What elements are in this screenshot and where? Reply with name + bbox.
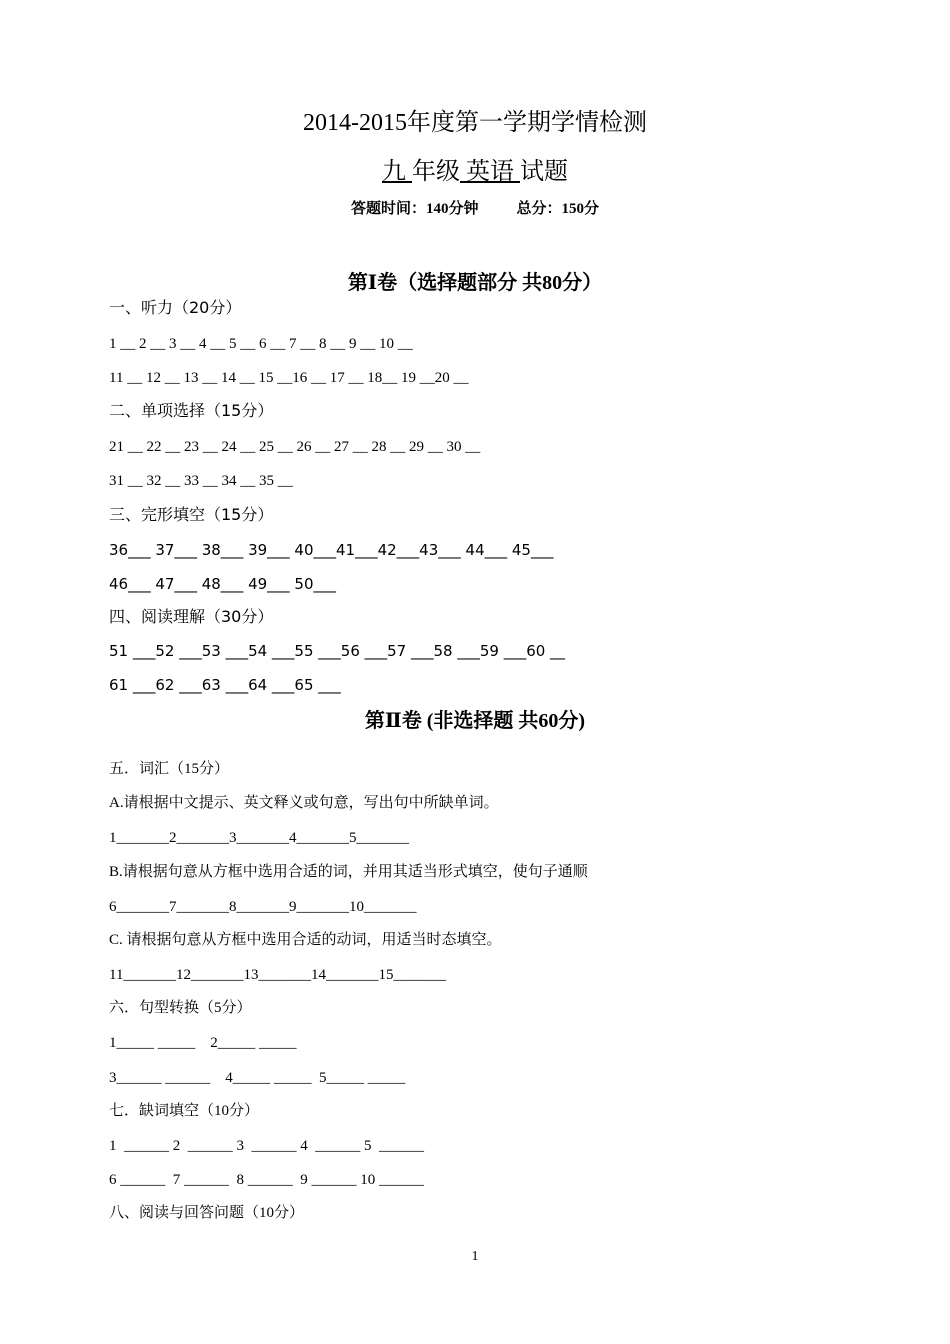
- section-gap-fill-heading: 七．缺词填空（10分）: [109, 1103, 260, 1119]
- exam-info: [0, 198, 950, 220]
- answer-line: 3______ ______ 4_____ _____ 5_____ _____: [109, 1070, 406, 1086]
- section-vocabulary-heading: 五．词汇（15分）: [109, 761, 230, 777]
- answer-line: 1 ______ 2 ______ 3 ______ 4 ______ 5 ______: [109, 1138, 424, 1154]
- paper-suffix: 试题: [520, 159, 568, 185]
- time-label: 答题时间：140分钟: [350, 201, 479, 217]
- exam-subtitle: [0, 155, 950, 189]
- answer-line: 1_______2_______3_______4_______5_______: [109, 830, 409, 846]
- part2-title: 第Ⅱ卷 (非选择题 共60分): [364, 710, 586, 732]
- answer-line: 51 ___52 ___53 ___54 ___55 ___56 ___57 ___58 ___59 ___60 __: [109, 642, 566, 660]
- instruction-c: C. 请根据句意从方框中选用合适的动词，用适当时态填空。: [109, 932, 502, 948]
- answer-line: 1 __ 2 __ 3 __ 4 __ 5 __ 6 __ 7 __ 8 __ 9 __ 10 __: [109, 336, 413, 352]
- answer-line: 21 __ 22 __ 23 __ 24 __ 25 __ 26 __ 27 __ 28 __ 29 __ 30 __: [109, 439, 481, 455]
- grade-suffix: 年级: [412, 159, 460, 185]
- answer-line: 61 ___62 ___63 ___64 ___65 ___: [109, 676, 341, 694]
- instruction-b: B.请根据句意从方框中选用合适的词，并用其适当形式填空，使句子通顺: [109, 864, 588, 880]
- section-listening-heading: 一、听力（20分）: [109, 298, 242, 317]
- answer-line: 1_____ _____ 2_____ _____: [109, 1035, 297, 1051]
- section-cloze-heading: 三、完形填空（15分）: [109, 505, 274, 524]
- answer-line: 46___ 47___ 48___ 49___ 50___: [109, 575, 337, 593]
- answer-line: 11 __ 12 __ 13 __ 14 __ 15 __16 __ 17 __ 18__ 19 __20 __: [109, 370, 469, 386]
- answer-line: 31 __ 32 __ 33 __ 34 __ 35 __: [109, 473, 293, 489]
- section-reading-answer-heading: 八、阅读与回答问题（10分）: [109, 1205, 305, 1221]
- answer-line: 36___ 37___ 38___ 39___ 40___41___42___43___ 44___ 45___: [109, 541, 554, 559]
- answer-line: 6 ______ 7 ______ 8 ______ 9 ______ 10 ______: [109, 1172, 424, 1188]
- answer-line: 6_______7_______8_______9_______10_______: [109, 899, 417, 915]
- grade-field: 九: [382, 159, 412, 185]
- exam-title: 2014-2015年度第一学期学情检测: [303, 110, 647, 136]
- section-sentence-transform-heading: 六．句型转换（5分）: [109, 1000, 252, 1016]
- section-single-choice-heading: 二、单项选择（15分）: [109, 401, 274, 420]
- section-reading-heading: 四、阅读理解（30分）: [109, 607, 274, 626]
- page-number: 1: [471, 1249, 479, 1264]
- subject-field: 英语: [460, 159, 520, 185]
- instruction-a: A.请根据中文提示、英文释义或句意，写出句中所缺单词。: [109, 795, 499, 811]
- score-label: 总分：150分: [516, 201, 600, 217]
- answer-line: 11_______12_______13_______14_______15_______: [109, 967, 446, 983]
- part1-title: 第Ⅰ卷（选择题部分 共80分）: [347, 272, 603, 294]
